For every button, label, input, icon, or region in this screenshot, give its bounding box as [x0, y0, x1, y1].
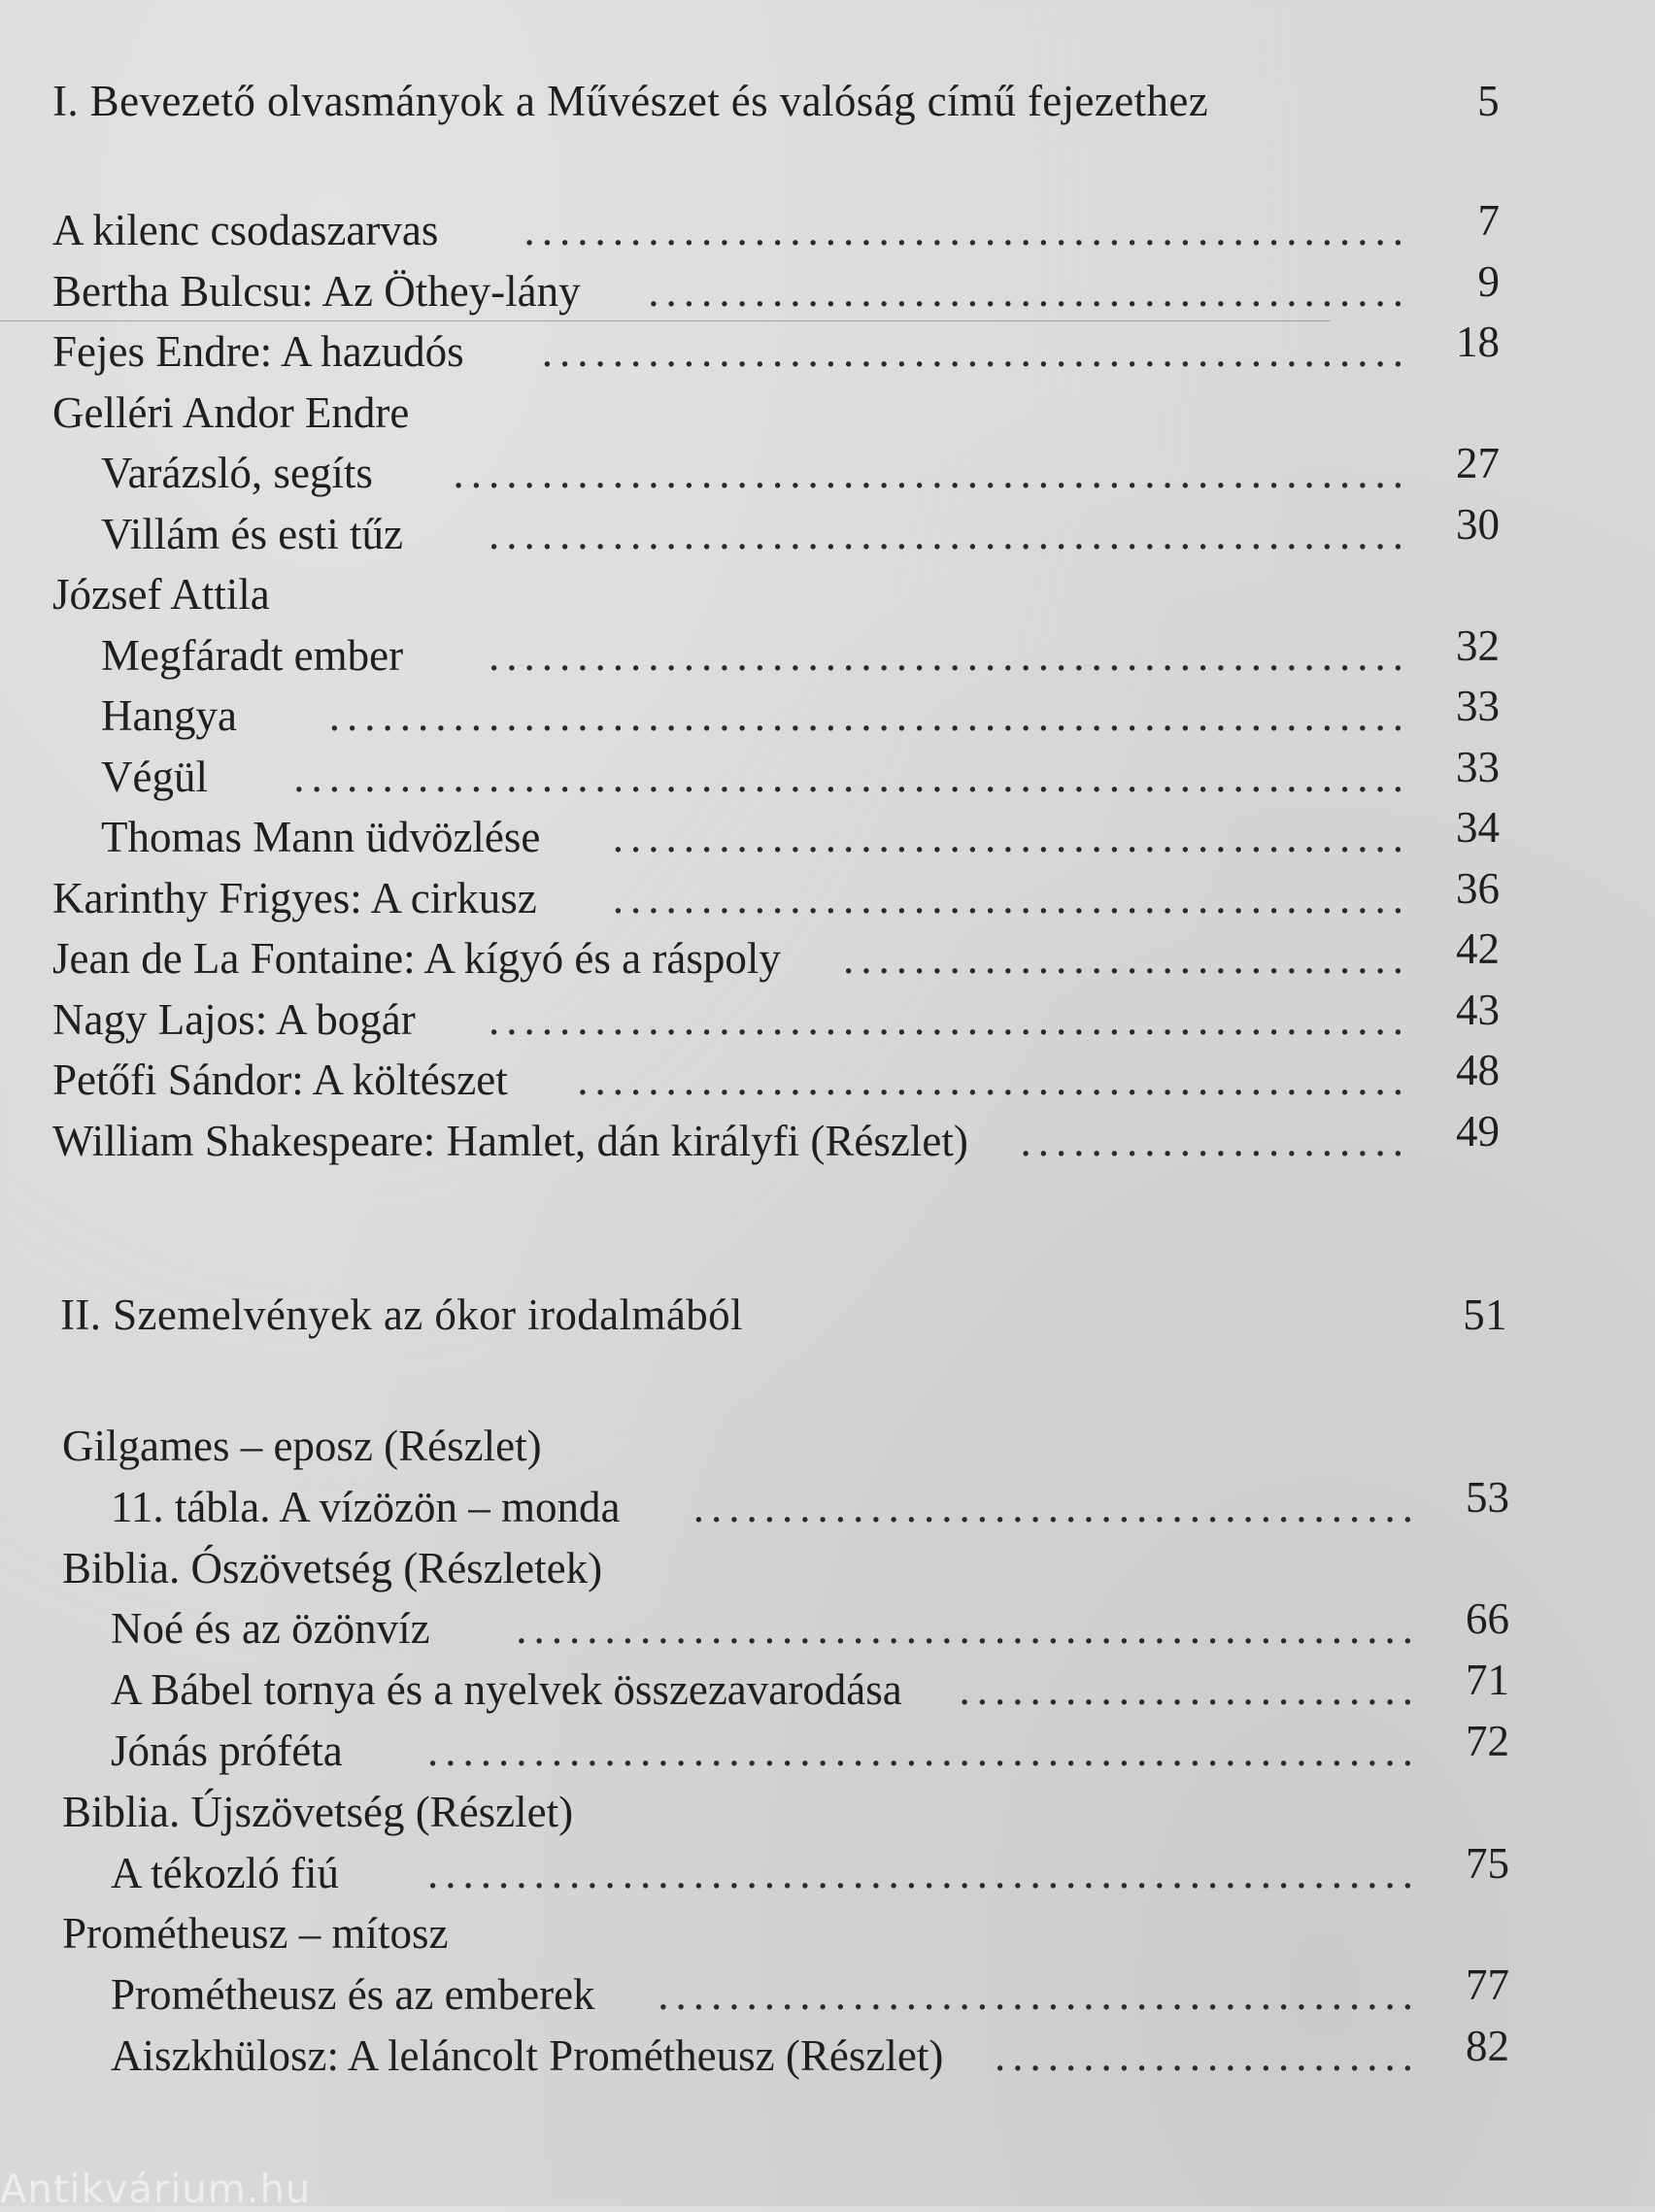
- dot-leader: ........................................................: [427, 1848, 1420, 1897]
- toc-entry-title: Fejes Endre: A hazudós: [52, 327, 464, 376]
- dot-leader: .........................................: [692, 1482, 1420, 1531]
- toc-entry: [62, 1716, 1509, 1782]
- toc-entry-title: Biblia. Újszövetség (Részlet): [62, 1787, 574, 1836]
- toc-entry-title: Petőfi Sándor: A költészet: [52, 1056, 508, 1104]
- toc-entry-title: A kilenc csodaszarvas: [52, 206, 439, 254]
- toc-entry-title: Gilgames – eposz (Részlet): [62, 1422, 542, 1470]
- toc-entry: [62, 1594, 1509, 1659]
- dot-leader: ...........................................: [648, 266, 1410, 316]
- toc-entry-title: Jean de La Fontaine: A kígyó és a ráspoly: [52, 934, 781, 983]
- dot-leader: ..........................: [959, 1665, 1420, 1715]
- section-1-heading: [52, 76, 1500, 126]
- toc-entry: [62, 1838, 1509, 1904]
- toc-entry-page-number: 42: [1456, 924, 1500, 973]
- section-1-title: I. Bevezető olvasmányok a Művészet és valóság című fejezethez: [52, 77, 1209, 125]
- toc-entry-page-number: 33: [1456, 682, 1500, 730]
- toc-entry-page-number: 30: [1456, 499, 1500, 549]
- toc-entry: [62, 1656, 1509, 1721]
- toc-entry-page-number: 34: [1456, 803, 1500, 852]
- toc-entry-page-number: 33: [1456, 742, 1500, 791]
- watermark: Antikvárium.hu: [0, 2167, 312, 2212]
- section-2-title: II. Szemelvények az ókor irodalmából: [60, 1290, 743, 1339]
- toc-entry-page-number: 9: [1477, 256, 1500, 306]
- dot-leader: ...........................................: [658, 1970, 1420, 2020]
- toc-entry-page-number: 49: [1456, 1106, 1500, 1156]
- toc-entry-page-number: 71: [1466, 1656, 1509, 1705]
- toc-entry: [52, 439, 1500, 504]
- toc-entry: [62, 1903, 1509, 1964]
- toc-entry: [62, 1782, 1509, 1843]
- dot-leader: ....................................................: [489, 630, 1410, 680]
- dot-leader: ...............................................: [577, 1056, 1410, 1104]
- toc-entry: [52, 985, 1500, 1051]
- toc-entry-page-number: 7: [1477, 196, 1500, 245]
- section-2-page-number: 51: [1463, 1290, 1507, 1339]
- toc-entry: [52, 196, 1500, 261]
- toc-entry-page-number: 75: [1466, 1838, 1509, 1888]
- toc-entry-title: 11. tábla. A vízözön – monda: [111, 1482, 621, 1531]
- toc-entry-page-number: 27: [1456, 439, 1500, 487]
- toc-entry-title: József Attila: [52, 570, 270, 619]
- section-2-heading: [60, 1290, 1507, 1340]
- section-1-page-number: 5: [1477, 77, 1500, 125]
- dot-leader: ...................................................: [516, 1604, 1420, 1654]
- toc-entry: [62, 1538, 1509, 1599]
- toc-entry: [52, 863, 1500, 929]
- toc-entry-page-number: 72: [1466, 1716, 1509, 1765]
- toc-entry: [52, 742, 1500, 808]
- toc-entry-title: Biblia. Ószövetség (Részletek): [62, 1543, 603, 1592]
- toc-entry-title: William Shakespeare: Hamlet, dán királyfi (Részlet): [52, 1116, 968, 1165]
- toc-entry-page-number: 18: [1456, 318, 1500, 366]
- toc-entry: [52, 318, 1500, 383]
- toc-entry-title: Karinthy Frigyes: A cirkusz: [52, 873, 537, 922]
- toc-entry-title: Nagy Lajos: A bogár: [52, 994, 416, 1044]
- toc-entry: [52, 924, 1500, 989]
- toc-entry: [52, 1046, 1500, 1111]
- section-2-entries: [62, 1416, 1509, 2087]
- dot-leader: ................................: [843, 934, 1410, 983]
- dot-leader: ....................................................: [489, 509, 1410, 558]
- toc-entry: [52, 383, 1500, 444]
- toc-entry-title: Varázsló, segíts: [101, 449, 373, 497]
- toc-entry-page-number: 36: [1456, 863, 1500, 913]
- toc-entry: [62, 2021, 1509, 2087]
- dot-leader: .............................................: [612, 813, 1410, 861]
- toc-entry: [52, 256, 1500, 322]
- toc-entry-title: Gelléri Andor Endre: [52, 387, 410, 437]
- toc-entry-title: Villám és esti tűz: [101, 509, 403, 558]
- toc-entry: [52, 620, 1500, 687]
- toc-entry: [62, 1961, 1509, 2026]
- toc-entry-page-number: 48: [1456, 1046, 1500, 1094]
- toc-entry: [52, 803, 1500, 868]
- toc-entry-page-number: 43: [1456, 985, 1500, 1034]
- dot-leader: .................................................: [541, 327, 1410, 376]
- page-crease: [0, 320, 1331, 321]
- dot-leader: ......................................................: [453, 449, 1410, 497]
- toc-entry-title: Hangya: [101, 691, 237, 740]
- toc-entry-page-number: 77: [1466, 1961, 1509, 2010]
- dot-leader: ....................................................: [489, 994, 1410, 1044]
- toc-entry: [52, 1106, 1500, 1172]
- toc-entry-title: Megfáradt ember: [101, 630, 404, 680]
- toc-entry: [52, 564, 1500, 625]
- dot-leader: ........................: [995, 2030, 1420, 2080]
- toc-entry-title: Végül: [101, 752, 208, 801]
- toc-entry-title: A tékozló fiú: [111, 1848, 339, 1897]
- toc-entry-title: Jónás próféta: [111, 1726, 343, 1775]
- toc-entry-page-number: 66: [1466, 1594, 1509, 1644]
- toc-entry-title: Noé és az özönvíz: [111, 1604, 430, 1654]
- toc-entry-page-number: 32: [1456, 620, 1500, 670]
- toc-entry: [52, 682, 1500, 747]
- toc-entry-title: Bertha Bulcsu: Az Öthey-lány: [52, 266, 581, 316]
- dot-leader: .............................................: [612, 873, 1410, 922]
- toc-entry-page-number: 53: [1466, 1472, 1509, 1522]
- section-1-entries: [52, 196, 1500, 1171]
- dot-leader: ..................................................: [524, 206, 1410, 254]
- toc-entry: [62, 1472, 1509, 1538]
- toc-entry: [52, 499, 1500, 565]
- toc-entry: [62, 1416, 1509, 1477]
- toc-entry-title: Aiszkhülosz: A leláncolt Prométheusz (Részlet): [111, 2030, 944, 2080]
- dot-leader: .............................................................: [328, 691, 1410, 740]
- dot-leader: ......................: [1020, 1116, 1410, 1165]
- dot-leader: ...............................................................: [293, 752, 1410, 801]
- toc-entry-title: A Bábel tornya és a nyelvek összezavarodása: [111, 1665, 902, 1715]
- toc-entry-title: Thomas Mann üdvözlése: [101, 813, 541, 861]
- toc-entry-page-number: 82: [1466, 2021, 1509, 2070]
- toc-entry-title: Prométheusz – mítosz: [62, 1909, 449, 1959]
- toc-entry-title: Prométheusz és az emberek: [111, 1970, 595, 2020]
- dot-leader: ........................................................: [427, 1726, 1420, 1775]
